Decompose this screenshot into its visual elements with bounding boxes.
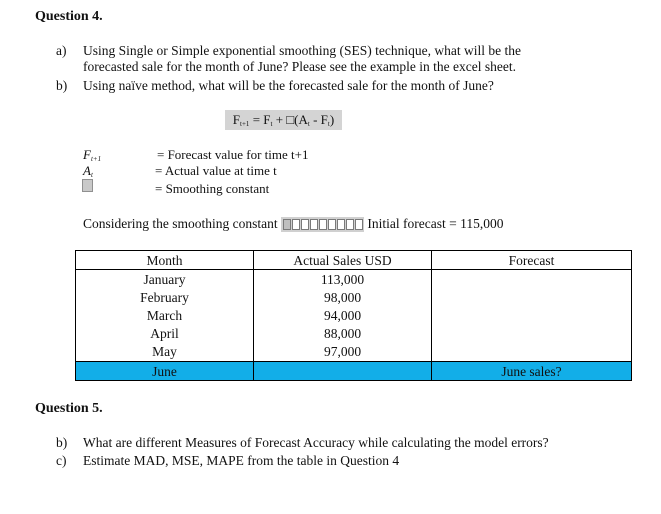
formula-sub-t-f: t xyxy=(327,120,330,128)
glyph-box xyxy=(301,219,309,230)
sales-may: 97,000 xyxy=(323,344,362,359)
forecast-cell xyxy=(432,270,632,362)
def-f-description: = Forecast value for time t+1 xyxy=(157,147,309,162)
smoothing-prefix: Considering the smoothing constant xyxy=(83,216,278,231)
question-5-title: Question 5. xyxy=(35,401,103,416)
header-actual-sales: Actual Sales USD xyxy=(254,251,432,270)
glyph-box xyxy=(292,219,300,230)
sales-june xyxy=(254,362,432,381)
glyph-box xyxy=(283,219,291,230)
month-april: April xyxy=(150,326,179,341)
formula-sub-t: t xyxy=(270,120,273,128)
table-header-row xyxy=(76,251,632,270)
def-f-sub: t+1 xyxy=(90,155,102,163)
missing-glyphs xyxy=(281,217,364,232)
item-label: a) xyxy=(56,43,67,58)
formula-open: (A xyxy=(294,112,308,127)
formula-sub-t-a: t xyxy=(307,120,310,128)
glyph-box xyxy=(355,219,363,230)
sales-march: 94,000 xyxy=(323,308,362,323)
glyph-box xyxy=(337,219,345,230)
formula-plus: + xyxy=(272,112,287,127)
ses-formula xyxy=(225,110,342,130)
header-forecast: Forecast xyxy=(432,251,632,270)
item-text: Estimate MAD, MSE, MAPE from the table in Question 4 xyxy=(83,453,400,468)
smoothing-suffix: Initial forecast = 115,000 xyxy=(367,216,504,231)
alpha-symbol-box xyxy=(82,179,93,192)
months-cell xyxy=(76,270,254,362)
def-f-symbol xyxy=(83,147,101,163)
month-may: May xyxy=(152,344,177,359)
formula-sub-t1: t+1 xyxy=(240,120,250,128)
def-a-description: = Actual value at time t xyxy=(155,163,277,178)
item-text: What are different Measures of Forecast Accuracy while calculating the model errors? xyxy=(83,435,549,450)
item-label: c) xyxy=(56,453,67,468)
sales-february: 98,000 xyxy=(323,290,362,305)
formula-eq: = F xyxy=(249,112,271,127)
glyph-box xyxy=(310,219,318,230)
question-4-title: Question 4. xyxy=(35,9,103,24)
month-january: January xyxy=(143,272,186,287)
month-march: March xyxy=(146,308,183,323)
def-f-letter: F xyxy=(83,147,91,162)
formula-minus: - F xyxy=(309,112,328,127)
sales-april: 88,000 xyxy=(323,326,362,341)
def-alpha-description: = Smoothing constant xyxy=(155,181,270,196)
def-a-symbol xyxy=(83,163,93,179)
sales-table xyxy=(75,250,632,381)
sales-january: 113,000 xyxy=(320,272,365,287)
item-text-line-1: Using Single or Simple exponential smoothing (SES) technique, what will be the xyxy=(83,43,521,58)
formula-close: ) xyxy=(329,112,335,127)
def-a-sub: t xyxy=(90,171,93,179)
item-text-line-2: forecasted sale for the month of June? Please see the example in the excel sheet. xyxy=(83,59,516,74)
item-label: b) xyxy=(56,78,68,93)
forecast-june: June sales? xyxy=(432,362,632,381)
item-label: b) xyxy=(56,435,68,450)
formula-f: F xyxy=(232,112,241,127)
sales-cell xyxy=(254,270,432,362)
glyph-box xyxy=(328,219,336,230)
month-february: February xyxy=(140,290,189,305)
item-text-line-1: Using naïve method, what will be the forecasted sale for the month of June? xyxy=(83,78,494,93)
glyph-box xyxy=(346,219,354,230)
june-row xyxy=(76,362,632,381)
header-month: Month xyxy=(76,251,254,270)
formula-alpha: □ xyxy=(286,112,295,127)
month-june: June xyxy=(76,362,254,381)
def-a-letter: A xyxy=(83,163,91,178)
glyph-box xyxy=(319,219,327,230)
table-body-row xyxy=(76,270,632,362)
smoothing-constant-line xyxy=(83,215,503,233)
